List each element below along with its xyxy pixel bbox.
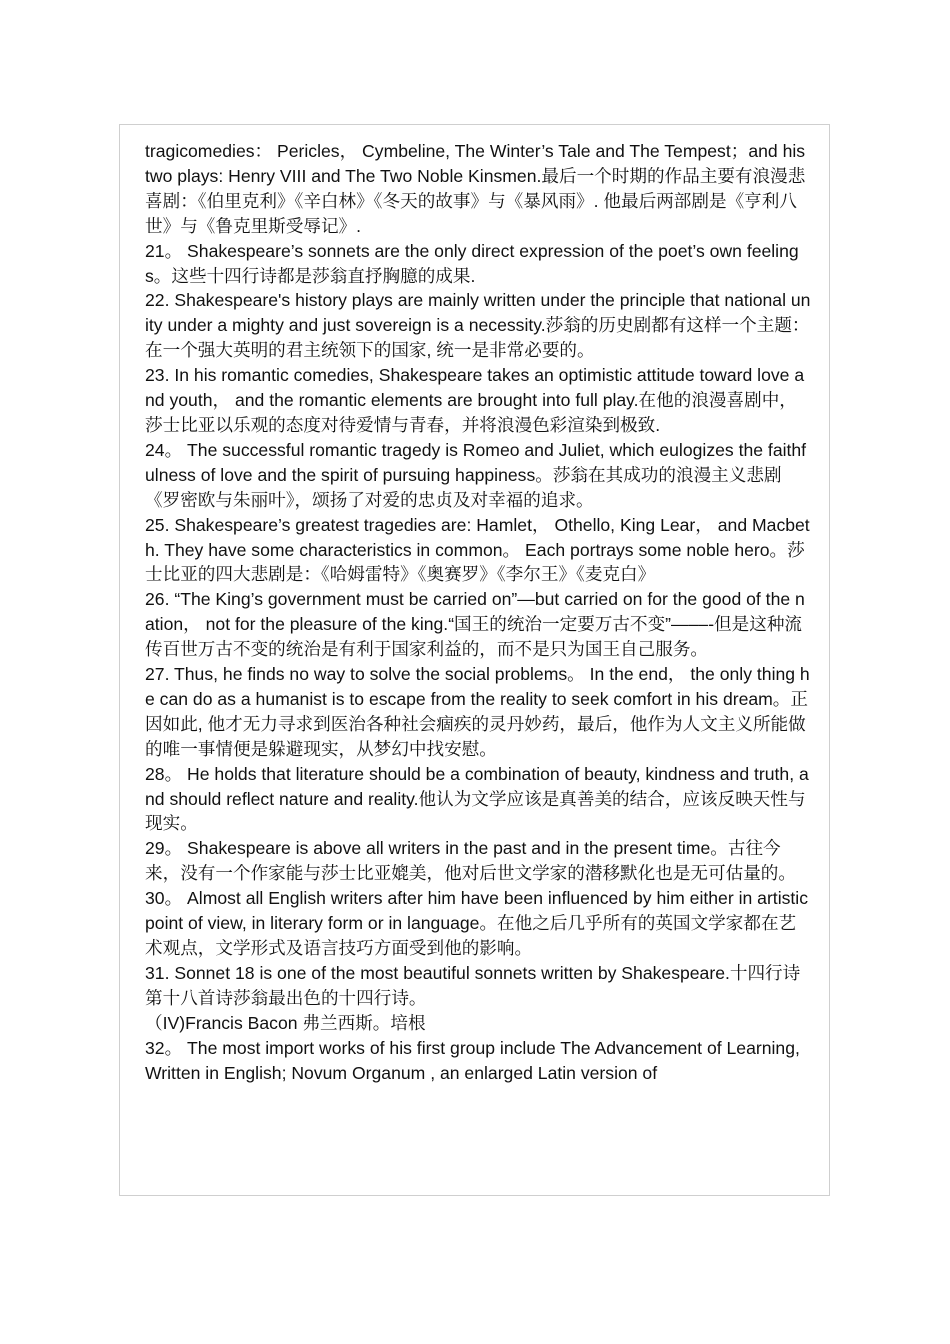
- section-heading-francis-bacon: （IV)Francis Bacon 弗兰西斯。培根: [145, 1012, 426, 1033]
- paragraph-tragicomedies: tragicomedies： Pericles， Cymbeline, The Winter’s Tale and The Tempest；and his two plays: Henry VIII and The Two Noble Kinsmen.最后一个时期的作品主要有浪漫悲喜剧：《伯里克利》《辛白林》《冬天的故事》与《暴风雨》. 他最后两部剧是《亨利八世》与《鲁克里斯受辱记》.: [145, 141, 806, 236]
- paragraph-29: 29。 Shakespeare is above all writers in the past and in the present time。古往今来，没有一个作家能与莎士比亚媲美，他对后世文学家的潜移默化也是无可估量的。: [145, 838, 796, 884]
- paragraph-25: 25. Shakespeare’s greatest tragedies are: Hamlet， Othello, King Lear， and Macbeth. They have some characteristics in common。 Each portrays some noble hero。莎士比亚的四大悲剧是：《哈姆雷特》《奥赛罗》《李尔王》《麦克白》: [145, 514, 810, 585]
- page-frame: [119, 124, 830, 1196]
- paragraph-30: 30。 Almost all English writers after him have been influenced by him either in artistic point of view, in literary form or in language。在他之后几乎所有的英国文学家都在艺术观点，文学形式及语言技巧方面受到他的影响。: [145, 888, 808, 958]
- paragraph-31: 31. Sonnet 18 is one of the most beautiful sonnets written by Shakespeare.十四行诗第十八首诗莎翁最出色的十四行诗。: [145, 962, 801, 1008]
- paragraph-28: 28。 He holds that literature should be a combination of beauty, kindness and truth, and should reflect nature and reality.他认为文学应该是真善美的结合，应该反映天性与现实。: [145, 763, 809, 834]
- paragraph-32: 32。 The most import works of his first group include The Advancement of Learning, Written in English; Novum Organum , an enlarged Latin version of: [145, 1037, 800, 1083]
- paragraph-23: 23. In his romantic comedies, Shakespeare takes an optimistic attitude toward love and youth， and the romantic elements are brought into full play.在他的浪漫喜剧中，莎士比亚以乐观的态度对待爱情与青春，并将浪漫色彩渲染到极致.: [145, 365, 805, 435]
- paragraph-26: 26. “The King’s government must be carried on”—but carried on for the good of the nation， not for the pleasure of the king.“国王的统治一定要万古不变”—––-但是这种流传百世万古不变的统治是有利于国家利益的，而不是只为国王自己服务。: [145, 589, 805, 660]
- paragraph-22: 22. Shakespeare's history plays are mainly written under the principle that national unity under a mighty and just sovereign is a necessity.莎翁的历史剧都有这样一个主题：在一个强大英明的君主统领下的国家, 统一是非常必要的。: [145, 290, 811, 361]
- document-body: [145, 139, 813, 1085]
- paragraph-21: 21。 Shakespeare’s sonnets are the only direct expression of the poet’s own feelings。这些十四行诗都是莎翁直抒胸臆的成果.: [145, 240, 799, 286]
- paragraph-27: 27. Thus, he finds no way to solve the social problems。 In the end， the only thing he can do as a humanist is to escape from the reality to seek comfort in his dream。正因如此, 他才无力寻求到医治各种社会痼疾的灵丹妙药，最后，他作为人文主义所能做的唯一事情便是躲避现实，从梦幻中找安慰。: [145, 664, 810, 759]
- paragraph-24: 24。 The successful romantic tragedy is Romeo and Juliet, which eulogizes the faithfulness of love and the spirit of pursuing happiness。莎翁在其成功的浪漫主义悲剧《罗密欧与朱丽叶》，颂扬了对爱的忠贞及对幸福的追求。: [145, 439, 807, 510]
